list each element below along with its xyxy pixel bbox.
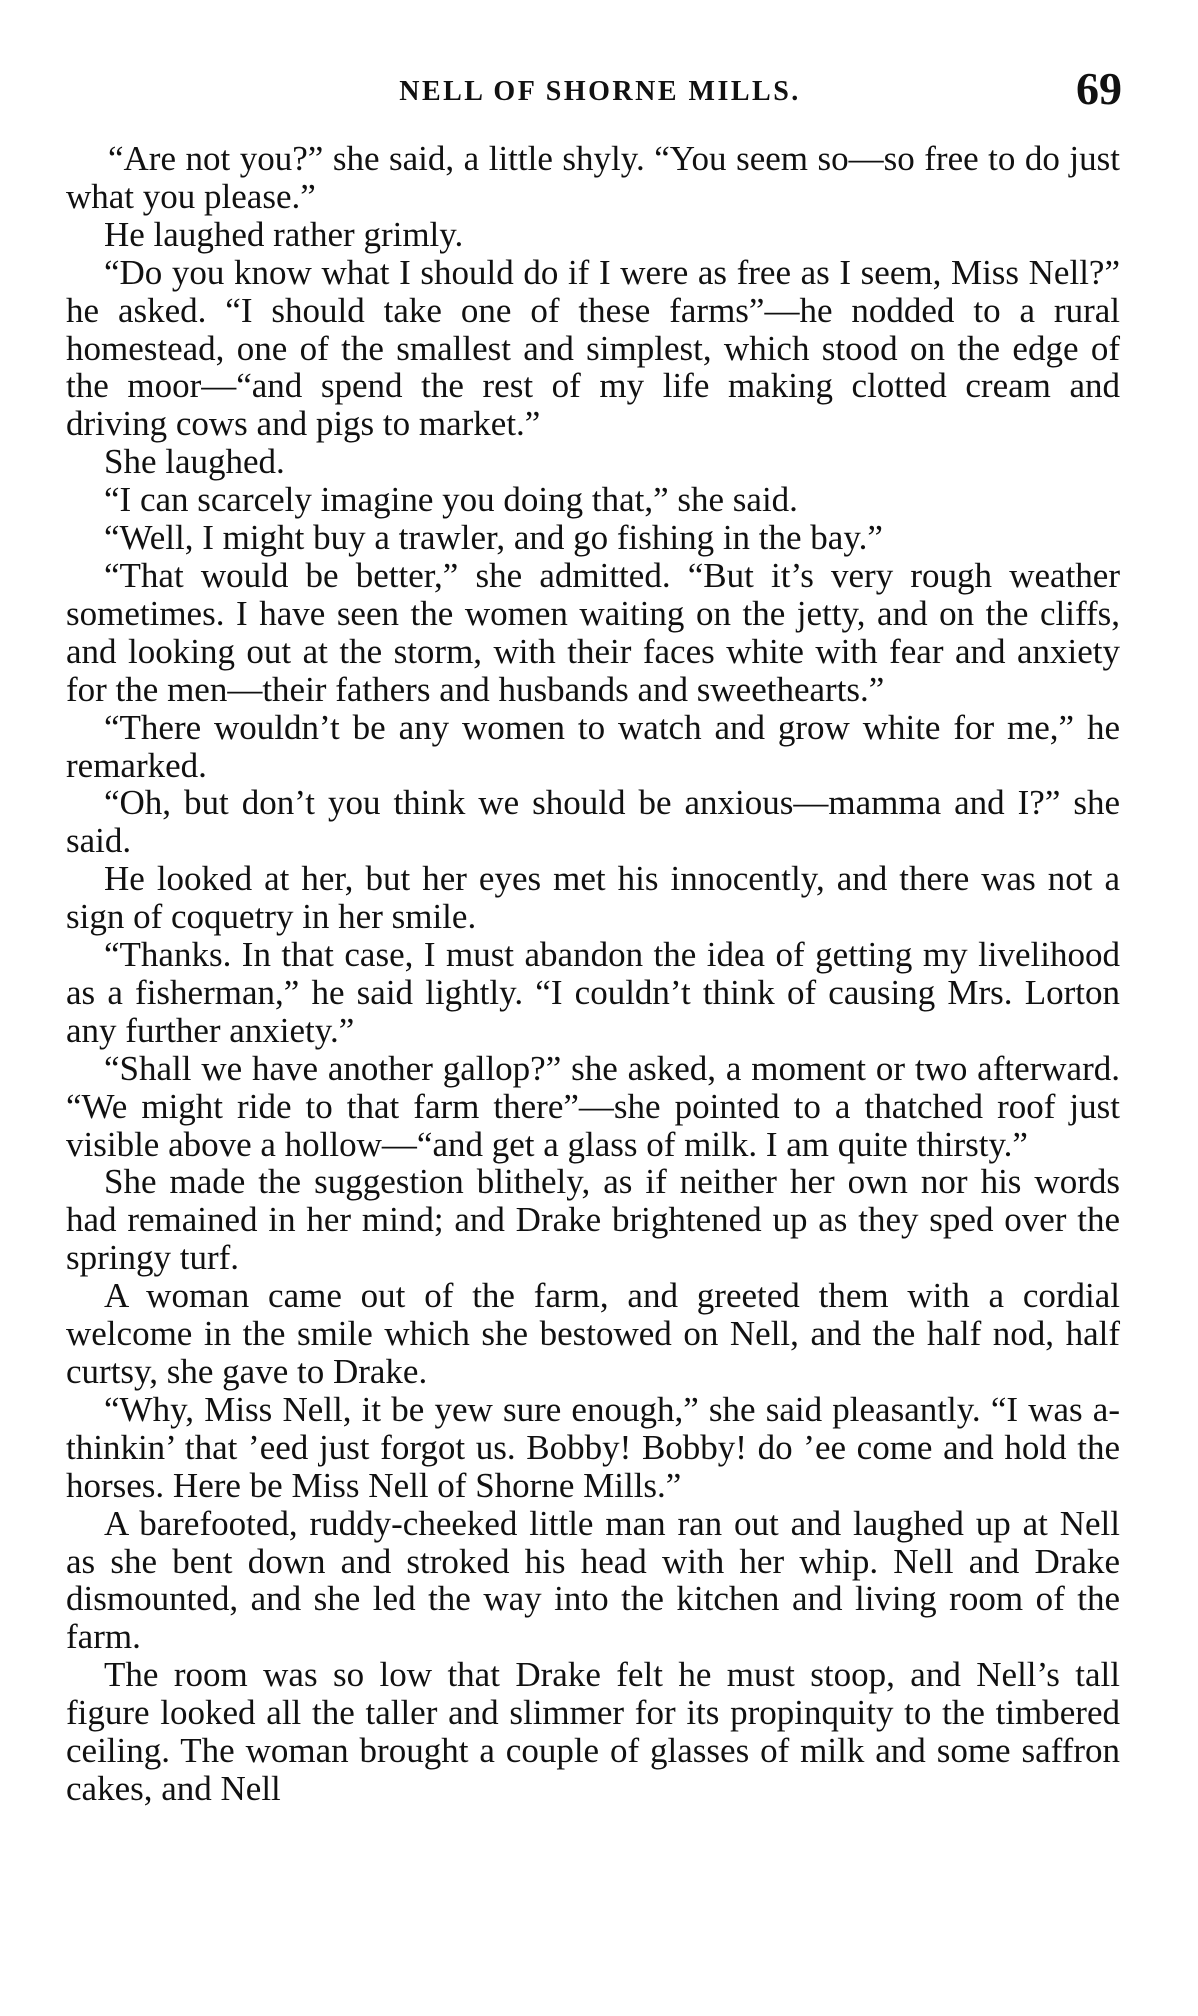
paragraph: “I can scarcely imagine you doing that,” she said. [104, 480, 798, 520]
running-head [70, 62, 1130, 112]
paragraph: She made the suggestion blithely, as if neither her own nor his words had remained in her mind; and Drake brightened up as they sped over the springy turf. [66, 1162, 1120, 1278]
paragraph: He laughed rather grimly. [104, 214, 464, 254]
paragraph: “Why, Miss Nell, it be yew sure enough,” she said pleasantly. “I was a-thinkin’ that ’eed just forgot us. Bobby! Bobby! do ’ee come and hold the horses. Here be Miss Nell of Shorne Mills.” [66, 1389, 1120, 1505]
body-text [66, 140, 1120, 1808]
paragraph: A woman came out of the farm, and greeted them with a cordial welcome in the smile which she bestowed on Nell, and the half nod, half curtsy, she gave to Drake. [66, 1276, 1120, 1391]
paragraph: “Thanks. In that case, I must abandon the idea of getting my livelihood as a fisherman,” he said lightly. “I couldn’t think of causing Mrs. Lorton any further anxiety.” [66, 935, 1120, 1050]
paragraph: “Well, I might buy a trawler, and go fishing in the bay.” [104, 518, 883, 558]
paragraph: “Are not you?” she said, a little shyly. “You seem so—so free to do just what you please.” [66, 139, 1120, 216]
paragraph: “There wouldn’t be any women to watch and grow white for me,” he remarked. [66, 707, 1120, 785]
paragraph: A barefooted, ruddy-cheeked little man ran out and laughed up at Nell as she bent down and stroked his head with her whip. Nell and Drake dismounted, and she led the way into the kitchen and living room of the farm. [66, 1503, 1120, 1657]
paragraph: “Do you know what I should do if I were as free as I seem, Miss Nell?” he asked. “I should take one of these farms”—he nodded to a rural homestead, one of the smallest and simplest, which stood on the edge of the moor—“and spend the rest of my life making clotted cream and driving cows and pigs to market.” [66, 252, 1120, 444]
paragraph: “That would be better,” she admitted. “But it’s very rough weather sometimes. I have seen the women waiting on the jetty, and on the cliffs, and looking out at the storm, with their faces white with fear and anxiety for the men—their fathers and husbands and sweethearts.” [66, 555, 1120, 709]
paragraph: He looked at her, but her eyes met his innocently, and there was not a sign of coquetry in her smile. [66, 859, 1120, 937]
running-title: NELL OF SHORNE MILLS. [399, 76, 801, 107]
paragraph: “Oh, but don’t you think we should be anxious—mamma and I?” she said. [66, 783, 1120, 861]
paragraph: “Shall we have another gallop?” she asked, a moment or two afterward. “We might ride to that farm there”—she pointed to a thatched roof just visible above a hollow—“and get a glass of milk. I am quite thirsty.” [66, 1048, 1120, 1164]
page-number: 69 [1076, 63, 1122, 114]
paragraph: The room was so low that Drake felt he must stoop, and Nell’s tall figure looked all the taller and slimmer for its propinquity to the timbered ceiling. The woman brought a couple of glasses of milk and some saffron cakes, and Nell [66, 1655, 1120, 1808]
paragraph: She laughed. [104, 442, 285, 482]
